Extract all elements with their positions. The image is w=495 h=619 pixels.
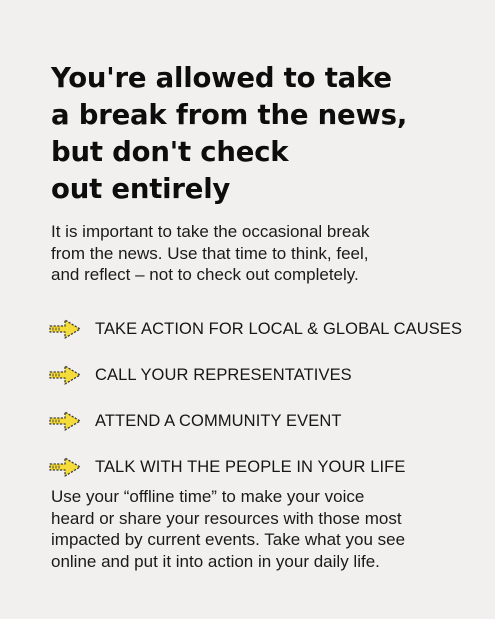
closing-line: online and put it into action in your daily life.: [51, 551, 380, 571]
headline-line: a break from the news,: [51, 99, 408, 131]
closing-line: Use your “offline time” to make your voice: [51, 487, 365, 506]
pointing-hand-arrow-icon: [48, 363, 82, 387]
action-list: [48, 306, 488, 490]
action-label: TAKE ACTION FOR LOCAL & GLOBAL CAUSES: [95, 319, 463, 338]
closing-line: heard or share your resources with those most: [51, 508, 402, 528]
action-item-community-event: [48, 398, 488, 444]
headline-line: out entirely: [51, 173, 231, 205]
pointing-hand-arrow-icon: [48, 317, 82, 341]
action-label: CALL YOUR REPRESENTATIVES: [95, 365, 352, 384]
pointing-hand-arrow-icon: [48, 455, 82, 479]
headline-line: You're allowed to take: [51, 62, 392, 94]
action-label: TALK WITH THE PEOPLE IN YOUR LIFE: [95, 457, 406, 476]
action-item-call-representatives: [48, 352, 488, 398]
intro-paragraph: [51, 221, 451, 286]
intro-line: It is important to take the occasional break: [51, 222, 370, 241]
closing-line: impacted by current events. Take what you see: [51, 530, 406, 549]
headline: [51, 60, 451, 208]
pointing-hand-arrow-icon: [48, 409, 82, 433]
action-item-take-action: [48, 306, 488, 352]
action-item-talk-with-people: [48, 444, 488, 490]
closing-paragraph: [51, 486, 481, 572]
action-label: ATTEND A COMMUNITY EVENT: [95, 411, 342, 430]
headline-line: but don't check: [51, 136, 289, 168]
intro-line: and reflect – not to check out completely.: [51, 265, 359, 284]
intro-line: from the news. Use that time to think, feel,: [51, 243, 369, 263]
